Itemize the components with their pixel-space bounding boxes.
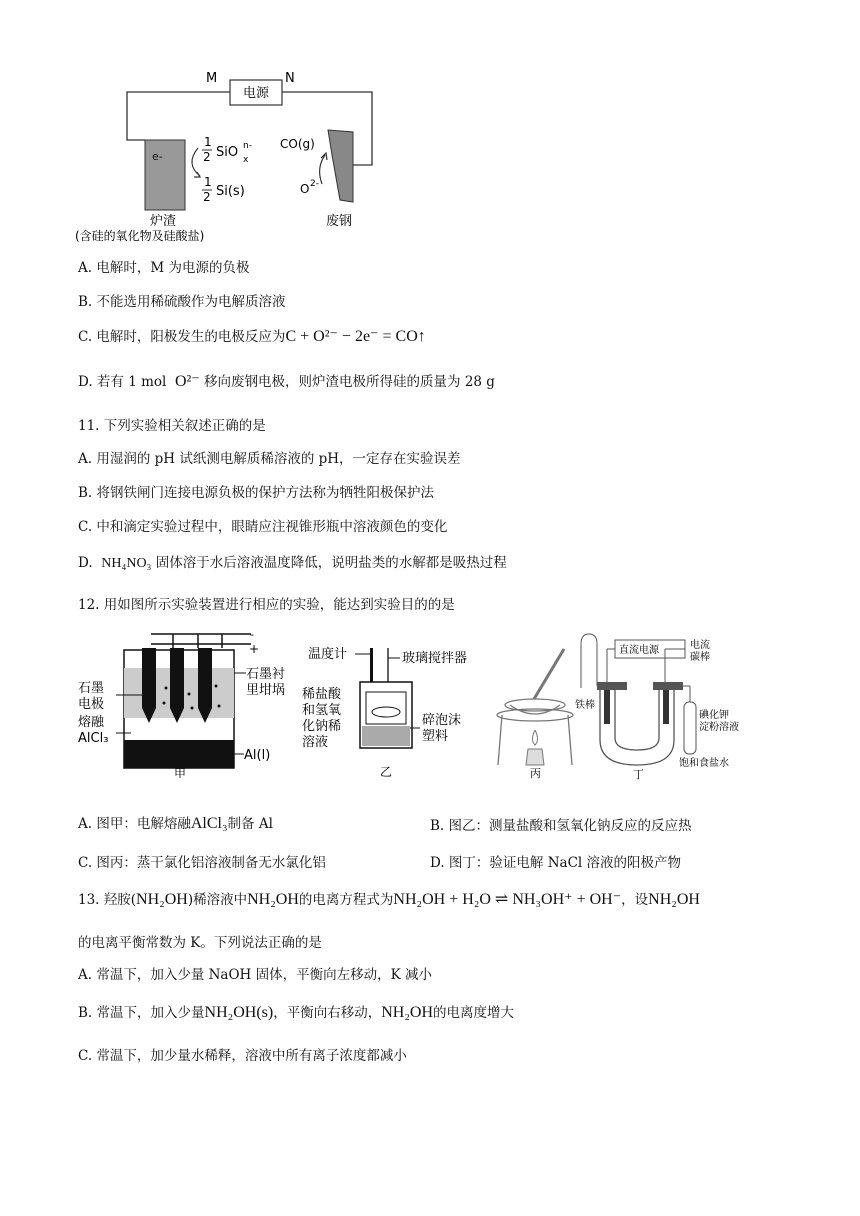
svg-text:1: 1 bbox=[204, 175, 212, 189]
svg-text:x: x bbox=[243, 155, 249, 165]
svg-text:塑料: 塑料 bbox=[422, 729, 449, 744]
co-label: CO(g) bbox=[280, 137, 315, 151]
svg-text:碳棒: 碳棒 bbox=[690, 652, 710, 663]
svg-text:饱和食盐水: 饱和食盐水 bbox=[679, 758, 729, 769]
svg-text:玻璃搅拌器: 玻璃搅拌器 bbox=[402, 651, 468, 666]
figure-jia bbox=[76, 628, 286, 778]
q10-option-b: B. 不能选用稀硫酸作为电解质溶液 bbox=[78, 294, 286, 310]
svg-text:AlCl₃: AlCl₃ bbox=[78, 731, 109, 746]
svg-text:稀盐酸: 稀盐酸 bbox=[302, 687, 342, 702]
q12-stem: 12. 用如图所示实验装置进行相应的实验，能达到实验目的的是 bbox=[78, 597, 455, 613]
svg-text:石墨衬: 石墨衬 bbox=[246, 667, 286, 682]
q11-option-a: A. 用湿润的 pH 试纸测电解质稀溶液的 pH，一定存在实验误差 bbox=[78, 451, 461, 467]
slag-note: (含硅的氧化物及硅酸盐) bbox=[75, 229, 205, 243]
svg-text:碎泡沫: 碎泡沫 bbox=[422, 713, 462, 728]
label-n: N bbox=[285, 71, 295, 86]
slag-caption: 炉渣 bbox=[150, 214, 177, 229]
q13-stem-line1: 13. 羟胺(NH₂OH)稀溶液中NH₂OH的电离方程式为NH₂OH + H₂O ⇌ NH₃OH⁺ + OH⁻，设NH₂OH bbox=[78, 891, 700, 908]
svg-text:甲: 甲 bbox=[174, 767, 187, 778]
steel-caption: 废钢 bbox=[326, 214, 353, 229]
o2-label: O bbox=[300, 182, 310, 196]
q13-option-c: C. 常温下，加少量水稀释，溶液中所有离子浓度都减小 bbox=[78, 1048, 407, 1064]
svg-text:2-: 2- bbox=[310, 179, 319, 189]
anode-equation: C + O²⁻ − 2e⁻ = CO↑ bbox=[285, 328, 426, 345]
svg-text:+: + bbox=[249, 642, 260, 656]
q12-option-b: B. 图乙：测量盐酸和氢氧化钠反应的反应热 bbox=[430, 818, 692, 834]
q12-option-d: D. 图丁：验证电解 NaCl 溶液的阳极产物 bbox=[430, 855, 682, 871]
svg-text:乙: 乙 bbox=[380, 765, 393, 779]
q12-option-a: A. 图甲：电解熔融AlCl₃制备 Al bbox=[78, 815, 273, 832]
slag-electrode bbox=[145, 140, 185, 210]
q13-option-b: B. 常温下，加入少量NH₂OH(s)，平衡向右移动，NH₂OH的电离度增大 bbox=[78, 1004, 514, 1021]
steel-electrode bbox=[328, 130, 353, 202]
q11-option-b: B. 将钢铁闸门连接电源负极的保护方法称为牺牲阳极保护法 bbox=[78, 485, 435, 501]
svg-text:Al(l): Al(l) bbox=[244, 748, 271, 763]
figure-bing bbox=[490, 645, 580, 780]
svg-text:熔融: 熔融 bbox=[78, 715, 105, 730]
sio-label: SiO bbox=[216, 145, 239, 160]
label-m: M bbox=[206, 71, 218, 86]
svg-text:温度计: 温度计 bbox=[308, 647, 348, 662]
svg-text:2: 2 bbox=[203, 190, 211, 204]
svg-text:丁: 丁 bbox=[633, 768, 644, 780]
svg-text:1: 1 bbox=[204, 135, 212, 149]
q11-option-c: C. 中和滴定实验过程中，眼睛应注视锥形瓶中溶液颜色的变化 bbox=[78, 519, 448, 535]
electrolysis-figure bbox=[70, 60, 400, 250]
svg-text:丙: 丙 bbox=[530, 767, 541, 780]
svg-text:-: - bbox=[250, 628, 254, 641]
power-label: 电源 bbox=[242, 86, 270, 101]
q13-option-a: A. 常温下，加入少量 NaOH 固体，平衡向左移动，K 减小 bbox=[78, 967, 432, 983]
svg-text:淀粉溶液: 淀粉溶液 bbox=[699, 722, 739, 733]
ionization-equation: NH₂OH + H₂O ⇌ NH₃OH⁺ + OH⁻ bbox=[393, 891, 622, 908]
svg-text:电极: 电极 bbox=[78, 697, 105, 712]
svg-text:化钠稀: 化钠稀 bbox=[302, 719, 342, 734]
figure-ding bbox=[575, 630, 775, 780]
svg-text:电流: 电流 bbox=[690, 640, 710, 651]
electron-label: e- bbox=[152, 150, 163, 163]
q11-option-d: D. NH₄NO₃ 固体溶于水后溶液温度降低，说明盐类的水解都是吸热过程 bbox=[78, 555, 507, 571]
q10-option-c: C. 电解时，阳极发生的电极反应为C + O²⁻ − 2e⁻ = CO↑ bbox=[78, 328, 426, 345]
svg-text:溶液: 溶液 bbox=[302, 735, 329, 750]
svg-text:直流电源: 直流电源 bbox=[619, 645, 659, 656]
svg-text:和氢氧: 和氢氧 bbox=[302, 703, 342, 718]
si-label: Si(s) bbox=[216, 184, 245, 199]
q13-stem-line2: 的电离平衡常数为 K。下列说法正确的是 bbox=[78, 935, 322, 951]
svg-text:石墨: 石墨 bbox=[78, 681, 105, 696]
q11-stem: 11. 下列实验相关叙述正确的是 bbox=[78, 418, 266, 434]
q12-option-c: C. 图丙：蒸干氯化铝溶液制备无水氯化铝 bbox=[78, 855, 326, 871]
figure-yi bbox=[300, 640, 490, 780]
q10-option-a: A. 电解时，M 为电源的负极 bbox=[78, 260, 250, 276]
svg-text:碘化钾: 碘化钾 bbox=[699, 710, 729, 721]
svg-text:铁棒: 铁棒 bbox=[575, 700, 595, 711]
svg-text:n-: n- bbox=[243, 141, 252, 151]
svg-text:里坩埚: 里坩埚 bbox=[246, 683, 286, 698]
q10-option-d: D. 若有 1 mol O²⁻ 移向废钢电极，则炉渣电极所得硅的质量为 28 g bbox=[78, 373, 495, 390]
svg-text:2: 2 bbox=[203, 150, 211, 164]
